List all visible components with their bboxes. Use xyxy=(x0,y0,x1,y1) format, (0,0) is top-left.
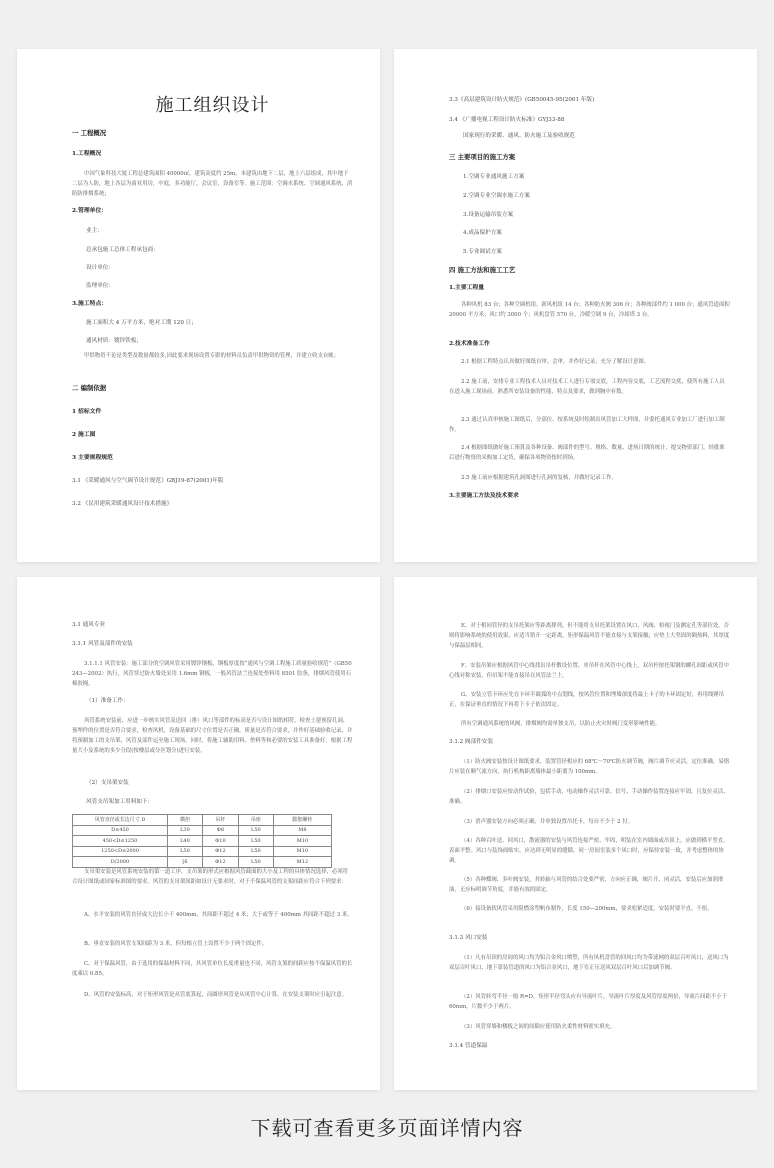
paragraph: （2）排烟口安装应按动作试验，包括手动、电动操作灵活可靠，信号、手动操作装置连接应牢固，且复位灵活、准确。 xyxy=(449,789,729,805)
table-cell: Φ12 xyxy=(202,857,238,868)
text-line: （1）准备工作： xyxy=(86,698,129,704)
list-item: 3.2 《民用建筑采暖通风设计技术措施》 xyxy=(72,501,173,507)
paragraph: （5）各种蝶阀、多叶阀安装，其转轴与风管的结合处要严密，方向应正确，阀片开、闭灵活，安装后应加润滑油，无应标明调节角度，并能有效的固定。 xyxy=(449,877,724,893)
subsection-heading: 3.1.4 管道保温 xyxy=(449,1043,488,1049)
text-line: 业主： xyxy=(86,228,103,234)
text-line: 通风材质：镀锌铁板； xyxy=(86,338,142,344)
subsection-heading: 3.1.1 风管及部件的安装 xyxy=(72,641,133,647)
text-line: （2）支吊架安装 xyxy=(86,780,129,786)
paragraph: 2.4 根据图纸做好施工预算及各种设备、阀部件的型号、规格、数量、进场日期的统计，提交物资部门，经批准后进行物资的采购加工定货，确保各项物资按时到场。 xyxy=(449,445,725,461)
subsection-heading: 3.1 通风专业 xyxy=(72,622,106,628)
paragraph: G、安装立管卡环应先在卡环半圆弧的中点划线，按风管位置和埋墙深度将最上卡子的卡环固定好，再用线锤吊正，在保证垂直的情况下再将下卡子依次固定。 xyxy=(449,692,725,708)
paragraph: B、垂直安装的风管支架间距为 3 米，但每根立管上设置不少于两个固定件。 xyxy=(84,941,268,947)
list-item: 3 主要规程规范 xyxy=(72,455,113,461)
text-line: 施工面积大 4 万平方米，绝对工期 120 日； xyxy=(86,320,197,326)
text-line: 设计单位： xyxy=(86,265,114,271)
paragraph: 支吊架安装是风管系统安装的第一道工序，支吊架的形式应根据风管截面的大小及工程的具体情况选择，必须符合设计图纸或国家标准图的要求。风管的支吊架间距如设计无要求时，对于不保温风管的支架间距应符合下列要求： xyxy=(72,869,349,885)
table-cell: L50 xyxy=(238,857,273,868)
paragraph: C、对于保温风管，由于选用的保温材料不同，其风管单位长度重量也不同，风管支架的间距应按不保温风管的长度乘以 0.85。 xyxy=(72,961,353,977)
section-heading: 三 主要项目的施工方案 xyxy=(449,153,516,161)
text-line: 监理单位： xyxy=(86,283,114,289)
subsection-heading: 3.主要施工方法及技术要求 xyxy=(449,493,519,499)
paragraph: 风管系统安装前，应进一步核实风管及送回（排）风口等部件的标高是否与设计图纸相符，检查土建预留孔洞、预埋件的位置是否符合要求，检查风机、设备基础的尺寸位置是否正确，质量是否符合要求，并作好基础验收记录，并将预制加工的支吊架、风管及部件运至施工现场。同时，将施工辅助用料、垫料等和必要的安装工具准备好，根据工程量大小及系统的多少分段(按楼层或分区划分)进行安装。 xyxy=(72,718,353,754)
document-page-1 xyxy=(17,49,380,562)
table-row xyxy=(73,825,332,836)
paragraph: E、对于相同管径的支吊托架应等距离排列，但不能将支吊托架设置在风口、风阀、检视门及测定孔等部位处，否则将影响系统的使用效果，应适当错开一定距离。矩形保温风管不能直接与支架接触，应垫上大坚固的隔热料，其厚度与保温层相同。 xyxy=(449,623,730,649)
paragraph: 2.1 根据工程特点认真做好图纸自审、会审，并作好记录，充分了解设计意图。 xyxy=(461,359,650,365)
paragraph: （1）凡有吊顶的房间的风口均为铝合金风口喷塑，所有风机盘管的回风口均为带滤网的双层百叶风口，送风口为双层百叶风口，地下靠装管道的风口为铝合金风口，地下室正压送风双层百叶风口后加调节阀。 xyxy=(449,955,729,971)
text-line: 总承包施工总体工程承包商： xyxy=(86,247,159,253)
table-cell: 膨胀螺栓 xyxy=(273,815,331,826)
table-cell: Φ8 xyxy=(202,825,238,836)
paragraph: F、安装吊架应根据风管中心线找出吊杆敷设位置，单吊杆在风管中心线上，双吊杆按托架钢的螺孔间距或风管中心线对称安装，但吊架不能直接吊在风管法兰上。 xyxy=(449,663,729,679)
document-title: 施工组织设计 xyxy=(155,95,270,116)
table-cell: D≤450 xyxy=(73,825,168,836)
paragraph: 3.1.1.1 风管安装：施工部分的空调风管采用镀锌钢板，钢板厚度按“通风与空调工程施工质量验收规范”（GB50243—2002）执行，风管穿过防火墙处采用 1.6mm 钢板，一般风管法兰连接处垫料用 8501 胶条，排烟风管使用石棉胶绳。 xyxy=(72,661,352,687)
paragraph: 2.5 施工前应根据建筑孔洞图进行孔洞的复核，并做好记录工作。 xyxy=(461,475,617,481)
table-cell: 吊杆 xyxy=(202,815,238,826)
paragraph: （1）防火阀安装按设计图纸要求，装置管径相应的 68℃～70℃防火调节阀，阀片调节应灵活，定位准确，易熔片应装在顺气流方向，执行机构距离墙体最小距离为 100mm。 xyxy=(449,759,730,775)
table-cell: 1250<D≤2000 xyxy=(73,846,168,857)
paragraph: （2）风管转弯半径一般 R=D，矩形半径弯头应有导流叶片，导流叶片厚度及风管厚度两倍，导流片间距不小于 60mm，片数不少于两片。 xyxy=(449,994,728,1010)
document-page-4 xyxy=(394,577,757,1090)
table-cell: Φ12 xyxy=(202,846,238,857)
table-cell: M10 xyxy=(273,836,331,847)
paragraph: 所有空调通风系统的风阀，排烟阀均需单独支吊，以防止火灾时阀门变形影响性能。 xyxy=(461,721,661,727)
table-cell: L30 xyxy=(168,825,203,836)
table-caption: 风管支吊架加工用料如下： xyxy=(86,799,154,805)
text-line: 国家现行的采暖、通风、防火施工及验收规范 xyxy=(463,133,575,139)
table-cell: M8 xyxy=(273,825,331,836)
hanger-spec-table xyxy=(72,814,332,868)
document-page-3 xyxy=(17,577,380,1090)
table-cell: M10 xyxy=(273,846,331,857)
table-header-row xyxy=(73,815,332,826)
table-cell: L50 xyxy=(168,846,203,857)
paragraph: D、风管的安装标高，对于矩形风管是从管底算起，而圆形风管是从风管中心计算，在安装支架时应引起注意。 xyxy=(84,992,348,998)
subsection-heading: 1.工程概况 xyxy=(72,151,102,157)
table-cell: L50 xyxy=(238,846,273,857)
subsection-heading: 2.管理单位： xyxy=(72,208,108,214)
paragraph: 中国气象科技大厦工程总建筑面积 40000㎡，建筑高度约 25m，本建筑由地下二层，地上六层组成，其中地下二层为人防，地上各层为商业用房，中庭，多功能厅，会议室，设备室等。施工范围：空调水系统、空调通风系统、消防防排烟系统； xyxy=(72,171,353,197)
list-item: 2.空调专业空调水施工方案 xyxy=(463,193,530,199)
list-item: 1 招标文件 xyxy=(72,409,102,415)
paragraph: A、水平安装的风管直径或大边长小于 400mm，其间距不超过 4 米；大于或等于 400mm 其间距不超过 3 米。 xyxy=(84,912,353,918)
subsection-heading: 3.1.2 阀部件安装 xyxy=(449,739,493,745)
table-cell: 风管直径或长边尺寸 D xyxy=(73,815,168,826)
list-item: 5.专业调试方案 xyxy=(463,249,502,255)
table-cell: L40 xyxy=(168,836,203,847)
list-item: 3.设备运输吊装方案 xyxy=(463,212,514,218)
list-item: 3.3《高层建筑设计防火规范》(GB50045-95(2001 年版) xyxy=(449,97,595,103)
table-cell: 450<D≤1250 xyxy=(73,836,168,847)
table-cell: D/2000 xyxy=(73,857,168,868)
table-cell: 横担 xyxy=(168,815,203,826)
table-cell: L50 xyxy=(238,825,273,836)
paragraph: 2.3 通过认真审核施工图纸后，分部位、按系统及时绘制出风管加工大样图，并委托通风专业加工厂进行加工制作。 xyxy=(449,417,725,433)
table-cell: Φ10 xyxy=(202,836,238,847)
section-heading: 一 工程概况 xyxy=(72,129,107,137)
paragraph: 各种风机 83 台；各种空调机组、新风机组 14 台；各种防火阀 306 台；各种阀部件约 1 000 台；通风管道面积 20000 平方米；风口约 3000 个；风机盘管 570 台，冷暖空调 9 台，冷却塔 3 台。 xyxy=(449,302,730,318)
list-item: 4.成品保护方案 xyxy=(463,230,502,236)
list-item: 1.空调专业通风施工方案 xyxy=(463,174,525,180)
section-heading: 二 编制依据 xyxy=(72,384,107,392)
table-cell: L50 xyxy=(238,836,273,847)
table-row xyxy=(73,836,332,847)
paragraph: 2.2 施工前，安排专业工程技术人员对技术工人进行专项交底，工程内容交底，工艺流程交底，使所有施工人员在进入施工现场前，熟悉所安装设备的性能、特点及要求，做到胸中有数。 xyxy=(449,379,725,395)
paragraph: （3）风管穿墙和楼板之间的间隙应使用防火柔性材料密实填充。 xyxy=(461,1024,616,1030)
subsection-heading: 3.施工特点： xyxy=(72,301,108,307)
paragraph: （4）各种百叶送、回风口，散流器的安装与风管连接严密、牢固，明装在室内墙面或吊顶上，应做到横平竖直，表面平整。风口与装饰面贴实，应达到无明显的缝隙，同一房间室装多个风口时，应保持安装一致，并考虑整体的协调。 xyxy=(449,838,729,864)
download-caption: 下载可查看更多页面详情内容 xyxy=(250,1116,524,1140)
table-row xyxy=(73,846,332,857)
table-cell: 吊座 xyxy=(238,815,273,826)
section-heading: 四 施工方法和施工工艺 xyxy=(449,266,516,274)
paragraph: （3）消声器安装方向必须正确，并单独设置吊托卡，每台不少于 2 付。 xyxy=(461,819,634,825)
table-row xyxy=(73,857,332,868)
list-item: 3.4 《广播电视工程设计防火标准》GYJ33-88 xyxy=(449,117,565,123)
list-item: 3.1 《采暖通风与空气调节设计规范》GBJ19-87(2001)年版 xyxy=(72,478,224,484)
table-cell: [6 xyxy=(168,857,203,868)
table-cell: M12 xyxy=(273,857,331,868)
subsection-heading: 3.1.3 风口安装 xyxy=(449,935,488,941)
document-page-2 xyxy=(394,49,757,562)
paragraph: （6）接设备软风管采用阻燃涂塑帆布制作，长度 150—200mm，要求松紧适度，安装时要平直，不扭。 xyxy=(461,906,713,912)
paragraph: 甲供物资不论是类型及数量都较多,因此要求现场设置专职的材料员负责甲供物资的管理，并建立收支台帐； xyxy=(84,353,340,359)
subsection-heading: 2.技术准备工作 xyxy=(449,341,490,347)
list-item: 2 施工图 xyxy=(72,432,96,438)
subsection-heading: 1.主要工程量 xyxy=(449,285,485,291)
